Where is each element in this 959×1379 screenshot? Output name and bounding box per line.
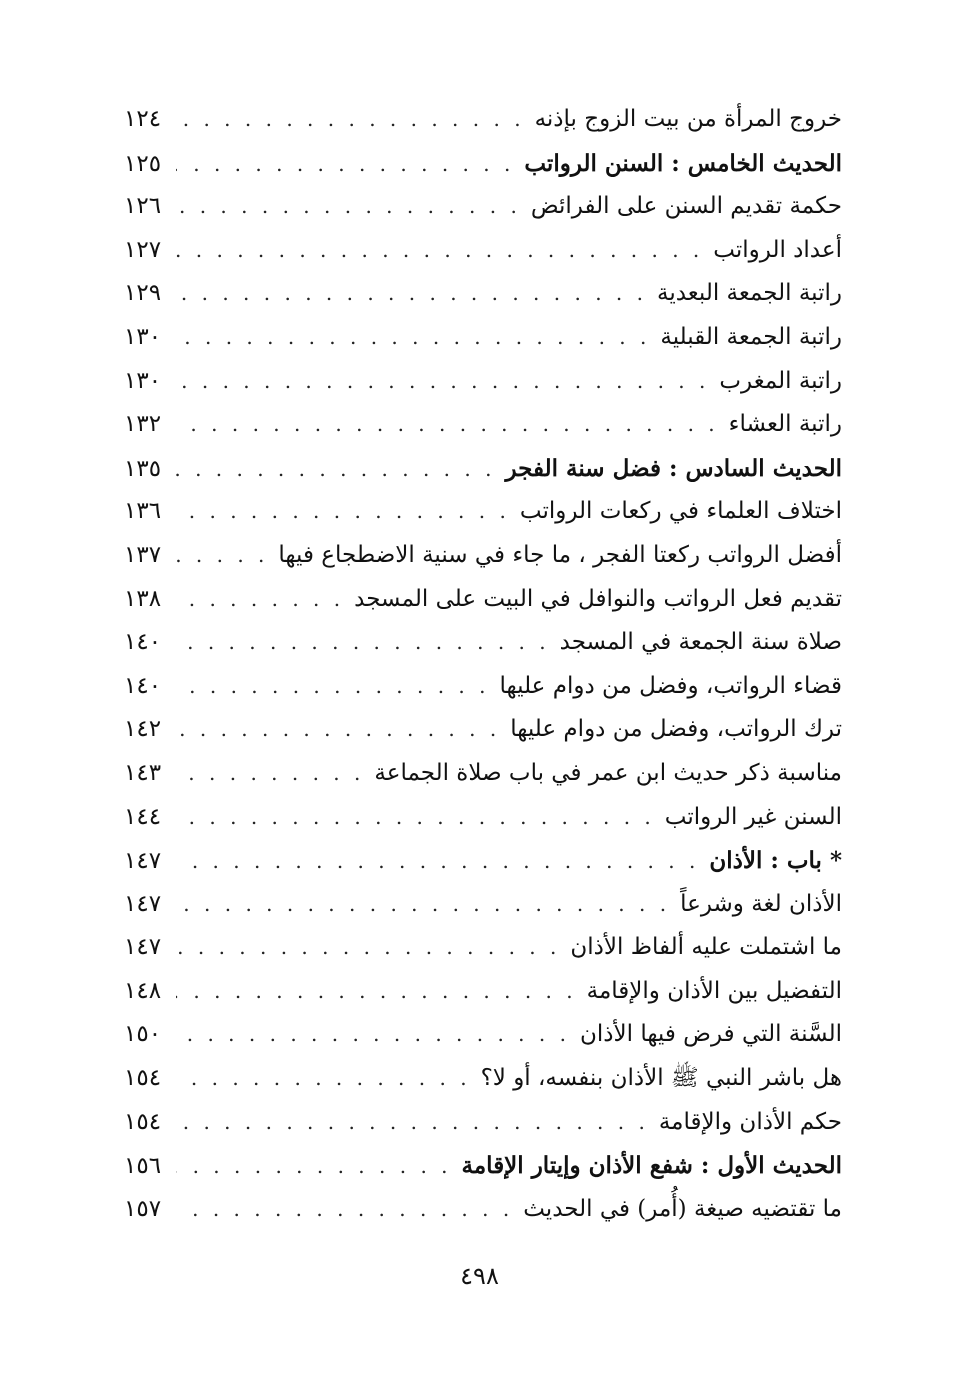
toc-entry-page: ١٥٧ <box>124 1195 162 1222</box>
toc-entry-title: ترك الرواتب، وفضل من دوام عليها <box>510 716 842 743</box>
table-of-contents <box>124 98 842 1231</box>
toc-entry-title: الحديث الأول : شفع الأذان وإيتار الإقامة <box>461 1152 842 1180</box>
dot-leader <box>176 1145 452 1189</box>
dot-leader <box>176 708 500 752</box>
toc-entry-page: ١٤٠ <box>124 629 162 656</box>
toc-entry-page: ١٥٠ <box>124 1021 162 1048</box>
dot-leader <box>176 796 655 840</box>
toc-entry-page: ١٣٠ <box>124 323 162 350</box>
dot-leader <box>176 1013 570 1057</box>
dot-leader <box>176 1057 471 1101</box>
dot-leader <box>176 316 650 360</box>
toc-entry-title: ما تقتضيه صيغة (أُمر) في الحديث <box>523 1195 842 1222</box>
toc-entry <box>124 1057 842 1101</box>
toc-entry <box>124 185 842 229</box>
toc-entry-title: خروج المرأة من بيت الزوج بإذنه <box>534 106 842 132</box>
toc-entry-title: التفضيل بين الأذان والإقامة <box>586 977 842 1004</box>
toc-entry-title: الأذان لغة وشرعاً <box>680 890 842 917</box>
toc-entry-page: ١٤٣ <box>124 759 162 786</box>
dot-leader <box>176 621 550 665</box>
toc-entry-title: الحديث الخامس : السنن الرواتب <box>524 149 842 177</box>
dot-leader <box>176 272 647 316</box>
toc-entry-page: ١٢٩ <box>124 280 162 307</box>
toc-entry-page: ١٢٧ <box>124 236 162 263</box>
toc-entry-title: اختلاف العلماء في ركعات الرواتب <box>519 498 842 525</box>
toc-entry <box>124 883 842 927</box>
toc-entry-title: راتبة المغرب <box>719 367 842 394</box>
toc-entry <box>124 839 842 883</box>
toc-entry <box>124 534 842 578</box>
toc-entry-title: أعداد الرواتب <box>713 236 842 263</box>
toc-entry <box>124 1144 842 1188</box>
toc-entry-page: ١٤٧ <box>124 848 162 875</box>
toc-entry-title: راتبة الجمعة القبلية <box>660 323 842 350</box>
toc-entry-page: ١٢٤ <box>124 106 162 132</box>
toc-entry-title: صلاة سنة الجمعة في المسجد <box>559 629 842 656</box>
toc-entry-title: ما اشتملت عليه ألفاظ الأذان <box>570 934 842 961</box>
toc-entry-page: ١٤٠ <box>124 672 162 699</box>
toc-entry <box>124 752 842 796</box>
toc-entry-title: هل باشر النبي ﷺ الأذان بنفسه، أو لا؟ <box>480 1065 842 1092</box>
toc-entry-title: * باب : الأذان <box>709 847 842 875</box>
dot-leader <box>176 143 514 187</box>
toc-entry <box>124 665 842 709</box>
toc-entry-page: ١٣٦ <box>124 498 162 525</box>
toc-entry-page: ١٤٤ <box>124 803 162 830</box>
dot-leader <box>176 448 495 492</box>
toc-entry-title: حكمة تقديم السنن على الفرائض <box>530 193 842 220</box>
toc-entry-page: ١٣٨ <box>124 585 162 612</box>
toc-entry <box>124 98 842 142</box>
dot-leader <box>176 665 490 709</box>
toc-entry-page: ١٣٧ <box>124 541 162 568</box>
toc-entry-page: ١٤٧ <box>124 890 162 917</box>
toc-entry <box>124 316 842 360</box>
toc-entry <box>124 272 842 316</box>
toc-entry-title: راتبة الجمعة البعدية <box>657 280 842 307</box>
toc-entry-title: حكم الأذان والإقامة <box>658 1108 842 1135</box>
toc-entry <box>124 708 842 752</box>
dot-leader <box>176 970 577 1014</box>
toc-entry <box>124 1188 842 1232</box>
toc-entry <box>124 360 842 404</box>
dot-leader <box>176 360 709 404</box>
toc-entry-title: السَّنة التي فرض فيها الأذان <box>579 1021 842 1048</box>
toc-entry <box>124 926 842 970</box>
dot-leader <box>176 229 703 273</box>
toc-entry-page: ١٤٨ <box>124 977 162 1004</box>
dot-leader <box>176 1101 649 1145</box>
dot-leader <box>176 752 364 796</box>
toc-entry-page: ١٥٤ <box>124 1065 162 1092</box>
toc-entry <box>124 403 842 447</box>
toc-entry <box>124 796 842 840</box>
toc-entry <box>124 447 842 491</box>
toc-entry-page: ١٣٠ <box>124 367 162 394</box>
toc-entry-title: تقديم فعل الرواتب والنوافل في البيت على المسجد <box>354 585 842 612</box>
dot-leader <box>176 840 699 884</box>
toc-entry-page: ١٣٥ <box>124 455 162 482</box>
toc-entry <box>124 621 842 665</box>
toc-entry-page: ١٥٤ <box>124 1108 162 1135</box>
toc-entry <box>124 578 842 622</box>
dot-leader <box>176 534 268 578</box>
toc-entry-title: قضاء الرواتب، وفضل من دوام عليها <box>499 672 842 699</box>
dot-leader <box>176 1188 513 1232</box>
toc-entry-title: راتبة العشاء <box>728 411 842 438</box>
dot-leader <box>176 98 525 142</box>
toc-entry-page: ١٢٦ <box>124 193 162 220</box>
toc-entry <box>124 142 842 186</box>
dot-leader <box>176 578 344 622</box>
dot-leader <box>176 185 521 229</box>
toc-entry-title: السنن غير الرواتب <box>664 803 842 830</box>
toc-entry <box>124 1101 842 1145</box>
dot-leader <box>176 403 719 447</box>
toc-entry <box>124 970 842 1014</box>
page-number: ٤٩٨ <box>460 1262 499 1290</box>
toc-entry <box>124 229 842 273</box>
toc-entry-page: ١٣٢ <box>124 411 162 438</box>
toc-entry-title: الحديث السادس : فضل سنة الفجر <box>505 454 842 482</box>
toc-entry-page: ١٢٥ <box>124 150 162 177</box>
toc-entry-page: ١٤٢ <box>124 716 162 743</box>
dot-leader <box>176 926 560 970</box>
dot-leader <box>176 490 510 534</box>
toc-entry-title: مناسبة ذكر حديث ابن عمر في باب صلاة الجماعة <box>374 759 842 786</box>
dot-leader <box>176 883 670 927</box>
toc-entry-page: ١٤٧ <box>124 934 162 961</box>
toc-entry-page: ١٥٦ <box>124 1153 162 1180</box>
toc-entry <box>124 1013 842 1057</box>
toc-entry-title: أفضل الرواتب ركعتا الفجر ، ما جاء في سنية الاضطجاع فيها <box>278 541 842 568</box>
toc-entry <box>124 490 842 534</box>
